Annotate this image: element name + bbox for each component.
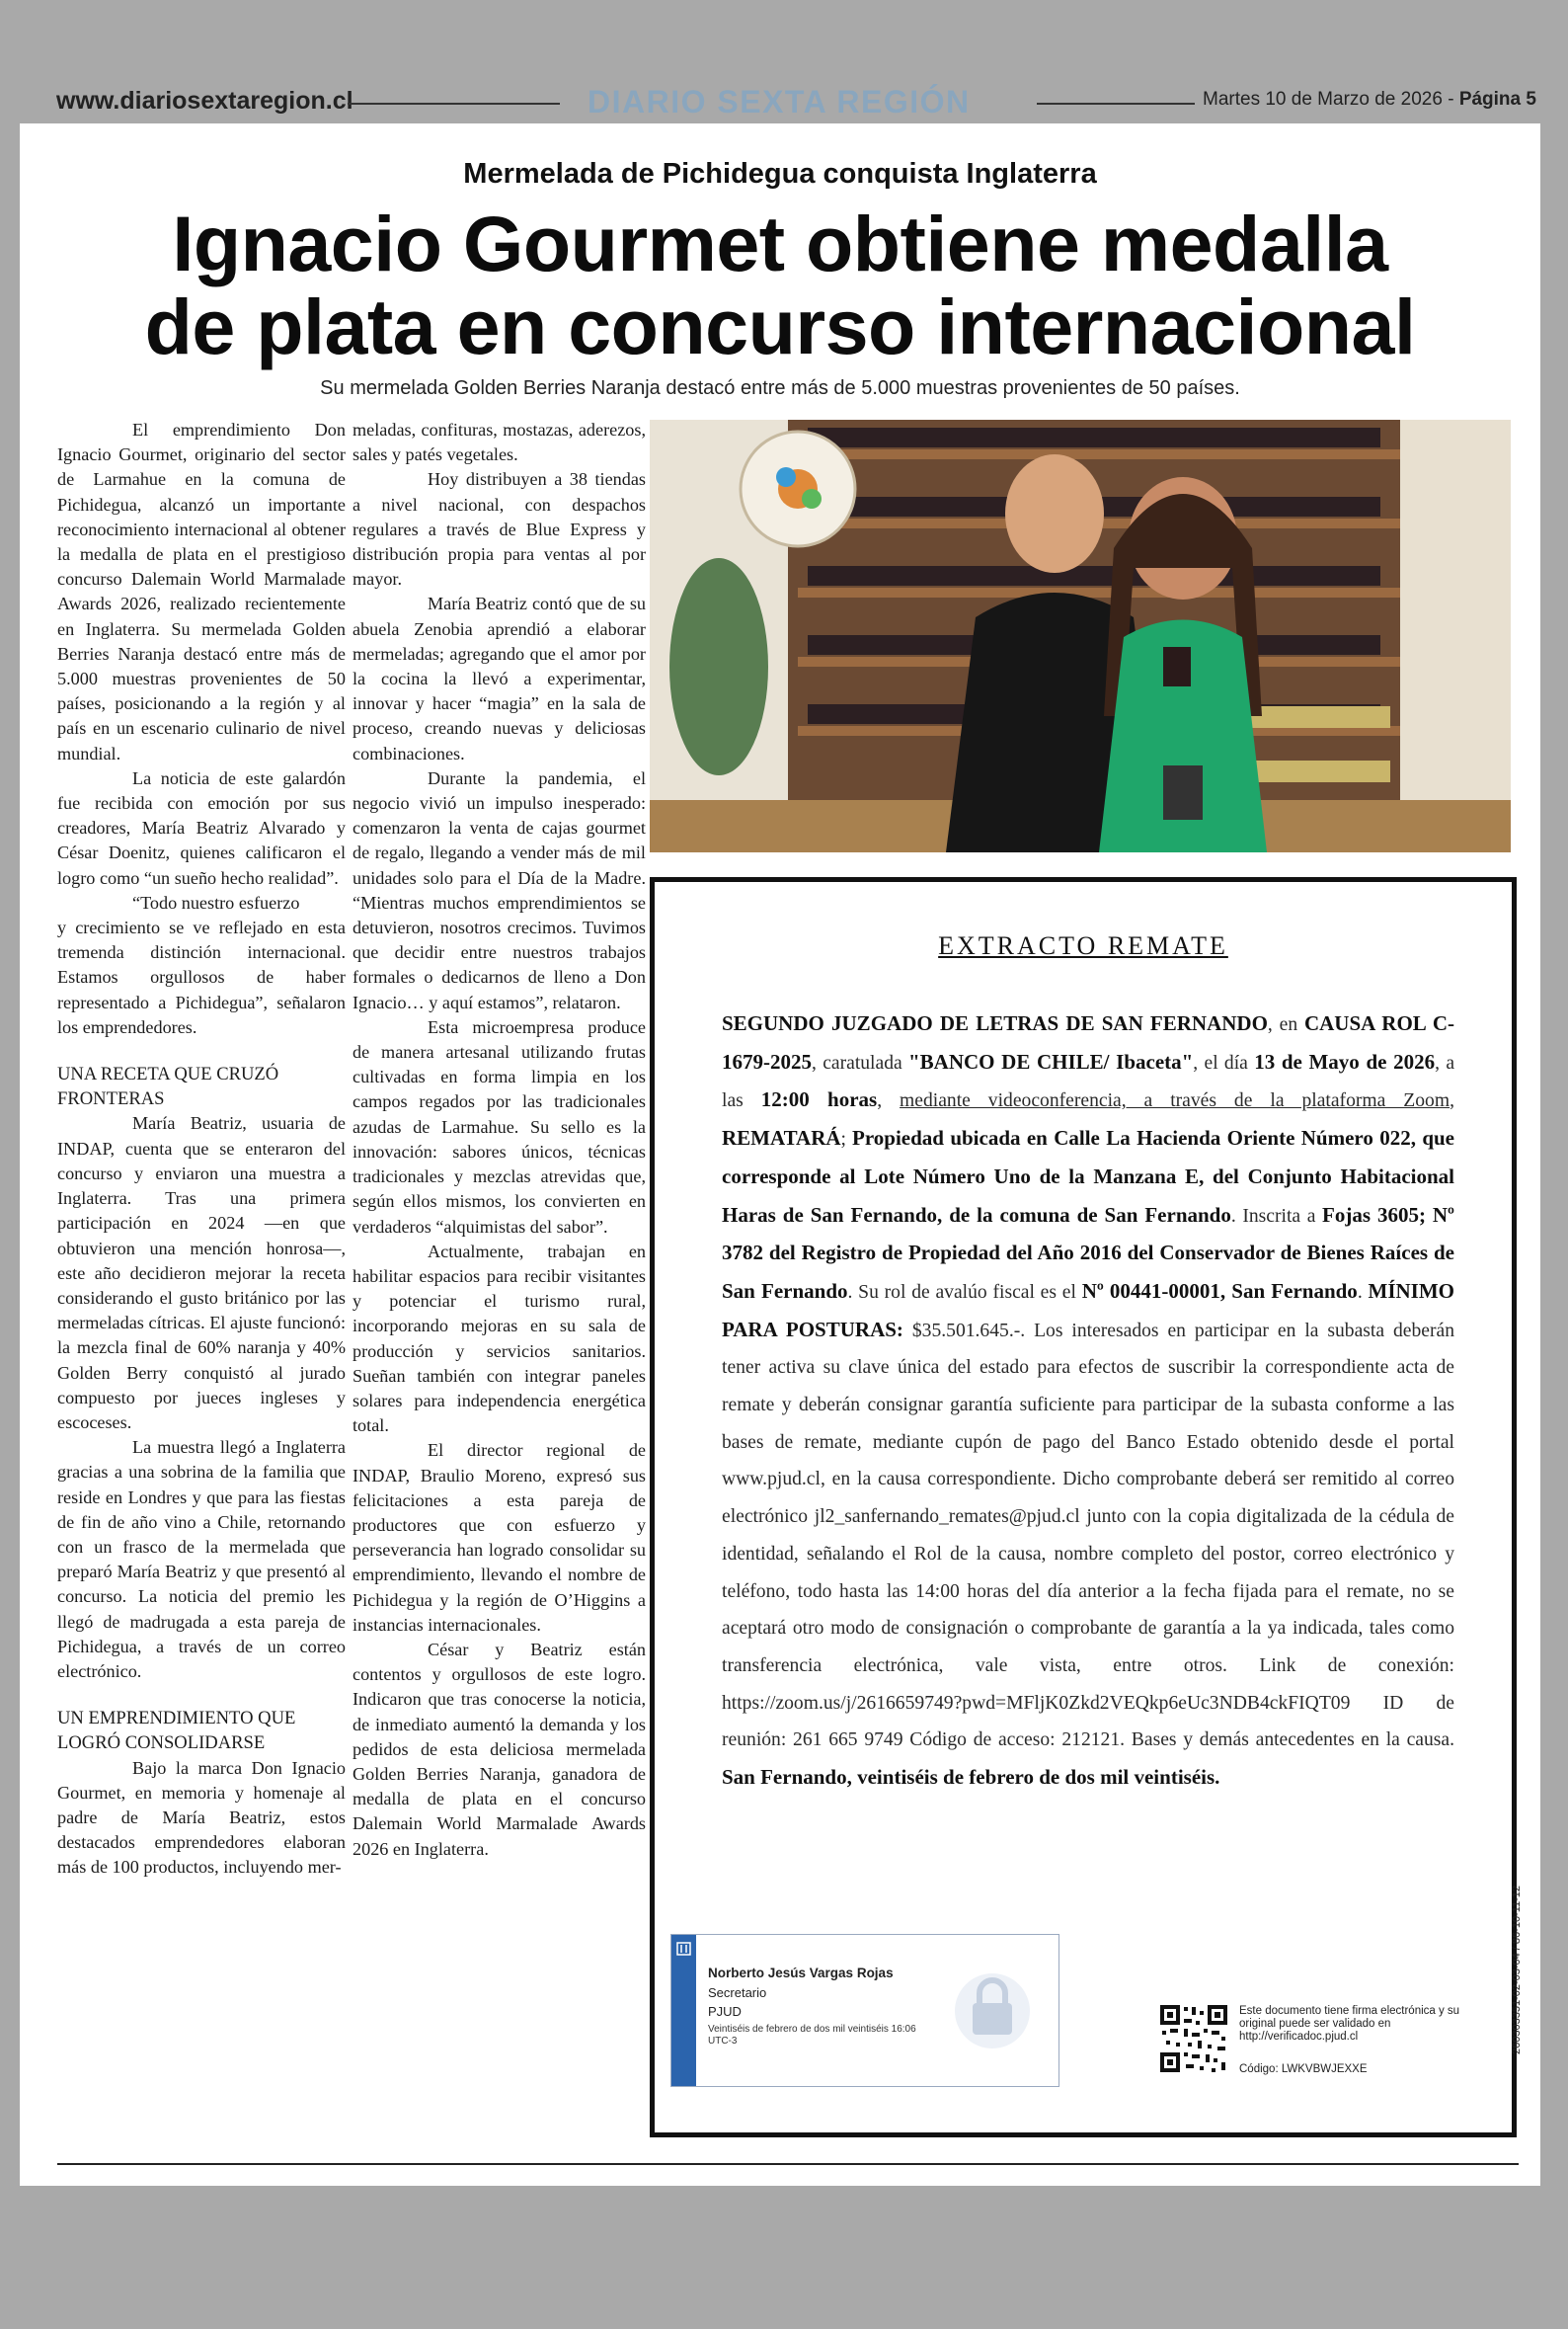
notice-body	[722, 1005, 1454, 1798]
article-column-1	[57, 418, 346, 1881]
registry-info: Fojas 3605; Nº 3782 del Registro de Propiedad del Año 2016 del Conservador de Bienes Raíces de San Fernando	[722, 1202, 1454, 1303]
page-header	[0, 79, 1568, 128]
signature-date: Veintiséis de febrero de dos mil veintiséis 16:06 UTC-3	[708, 2024, 916, 2047]
paragraph: “Todo nuestro esfuerzo	[132, 892, 300, 913]
paragraph: César y Beatriz están contentos y orgullosos de este logro. Indicaron que tras conocerse la noticia, de inmediato aumentó la demanda y los pedidos de esta deliciosa mermelada Golden Berries Naranja, ganadora de medalla de plata en el concurso Dalemain World Marmalade Awards 2026 en Inglaterra.	[353, 1639, 646, 1859]
auction-date: 13 de Mayo de 2026	[1254, 1049, 1436, 1074]
pjud-logo-bar	[671, 1935, 696, 2086]
notice-text: ,	[1450, 1090, 1454, 1112]
paragraph: María Beatriz, usuaria de INDAP, cuenta que se enteraron del concurso y enviaron una muestra a Inglaterra. Tras una primera participación en 2024 —en que obtuvieron una mención honrosa—, este año decidieron mejorar la receta considerando el gusto británico por las mermeladas cítricas. El ajuste funcionó: la mezcla final de 60% naranja y 40% Golden Berry conquistó al jurado compuesto por jueces ingleses y escoceses.	[57, 1113, 346, 1432]
document-side-code: 260303351-02-03-04 / 86-10-11-12	[1511, 1885, 1523, 2054]
paragraph: El emprendimiento Don Ignacio Gourmet, originario del sector de Larmahue en la comuna de Pichidegua, alcanzó un importante reconocimiento internacional al obtener la medalla de plata en el prestigioso concurso Dalemain World Marmalade Awards 2026, realizado recientemente en Inglaterra. Su mermelada Golden Berries Naranja destacó entre más de 5.000 muestras provenientes de 50 países, posicionando a la región y al país en un escenario culinario de nivel mundial.	[57, 420, 346, 763]
auction-action: REMATARÁ	[722, 1126, 841, 1151]
paragraph: Actualmente, trabajan en habilitar espacios para recibir visitantes y potenciar el turismo rural, incorporando mejoras en su sala de producción y servicios sanitarios. Sueñan también con integrar paneles solares para independencia energética total.	[353, 1241, 646, 1436]
bottom-rule	[57, 2163, 1519, 2165]
notice-text: , en	[1267, 1014, 1304, 1035]
auction-method: mediante videoconferencia, a través de la plataforma Zoom	[900, 1090, 1450, 1112]
page-number: Página 5	[1458, 89, 1536, 110]
article-column-2	[353, 418, 646, 1862]
signer-org: PJUD	[708, 2004, 742, 2019]
auction-notice	[650, 877, 1517, 2137]
notice-text: $35.501.645.-. Los interesados en participar en la subasta deberán tener activa su clave única del estado para efectos de suscribir la correspondiente acta de remate y deberán consignar garantía suficiente para participar de la subasta conforme a las bases de remate, mediante cupón de pago del Banco Estado obtenido desde el portal www.pjud.cl, en la causa correspondiente. Dicho comprobante deberá ser remitido al correo electrónico jl2_sanfernando_remates@pjud.cl junto con la copia digitalizada de la cédula de identidad, señalando el Rol de la causa, nombre completo del postor, correo electrónico y teléfono, todo hasta las 14:00 horas del día anterior a la fecha fijada para el remate, no se aceptará otro modo de consignación o comprobante de garantía a la ya indicada, tales como transferencia electrónica, vale vista, entre otros. Link de conexión: https://zoom.us/j/2616659749?pwd=MFljK0Zkd2VEQkp6eUc3NDB4ckFIQT09 ID de reunión: 261 665 9749 Código de acceso: 212121. Bases y demás antecedentes en la causa.	[722, 1320, 1455, 1751]
notice-title: EXTRACTO REMATE	[938, 931, 1228, 960]
newspaper-page	[20, 123, 1540, 2186]
article-photo	[650, 420, 1511, 852]
notice-text: ;	[840, 1129, 852, 1151]
paragraph: Hoy distribuyen a 38 tiendas a nivel nacional, con despachos regulares a través de Blue Express y distribución propia para ventas al por mayor.	[353, 469, 646, 590]
paragraph: Bajo la marca Don Ignacio Gourmet, en memoria y homenaje al padre de María Beatriz, estos destacados emprendedores elaboran más de 100 productos, incluyendo mer-	[57, 1757, 346, 1878]
property-description: Propiedad ubicada en Calle La Hacienda Oriente Número 022, que corresponde al Lote Número Uno de la Manzana E, del Conjunto Habitacional Haras de San Fernando, de la comuna de San Fernando	[722, 1126, 1454, 1227]
notice-closing: San Fernando, veintiséis de febrero de dos mil veintiséis.	[722, 1765, 1220, 1790]
section-subhead: UN EMPRENDIMIENTO QUE LOGRÓ CONSOLIDARSE	[57, 1708, 296, 1754]
case-number: CAUSA ROL C-1679-2025	[722, 1011, 1454, 1074]
paragraph: Esta microempresa produce de manera artesanal utilizando frutas cultivadas en forma limpia en los campos regados por las tradicionales azudas de Larmahue. Su sello es la innovación: sabores únicos, técnicas tradicionales y mezclas atrevidas que, según ellos mismos, los convierten en verdaderos “alquimistas del sabor”.	[353, 1016, 646, 1237]
paragraph: María Beatriz contó que de su abuela Zenobia aprendió a elaborar mermeladas; agregando que el amor por la cocina la llevó a experimentar, innovar y hacer “magia” en la sala de proceso, creando nuevas y deliciosas combinaciones.	[353, 594, 646, 763]
case-title: "BANCO DE CHILE/ Ibaceta"	[908, 1049, 1194, 1074]
header-rule-right	[1037, 103, 1195, 105]
notice-text: .	[1357, 1281, 1369, 1303]
signer-name: Norberto Jesús Vargas Rojas	[708, 1966, 894, 1980]
section-subhead: UNA RECETA QUE CRUZÓ FRONTERAS	[57, 1064, 279, 1110]
notice-text: . Inscrita a	[1230, 1205, 1322, 1227]
qr-code-graphic	[1158, 2003, 1229, 2074]
paragraph: y crecimiento se ve reflejado en esta tremenda distinción internacional. Estamos orgullosos de haber representado a Pichidegua”, señalaron los emprendedores.	[57, 918, 346, 1037]
pjud-emblem-icon	[671, 1935, 696, 1965]
header-rule-left	[348, 103, 560, 105]
minimum-bid-label: MÍNIMO PARA POSTURAS:	[722, 1278, 1454, 1341]
paragraph: El director regional de INDAP, Braulio Moreno, expresó sus felicitaciones a esta pareja de productores que con esfuerzo y perseverancia han logrado consolidar su emprendimiento, llevando el nombre de Pichidegua y la región de O’Higgins a instancias internacionales.	[353, 1440, 646, 1635]
photo-illustration	[650, 420, 1511, 852]
notice-text: ,	[877, 1090, 901, 1112]
headline-line-2: de plata en concurso internacional	[144, 282, 1416, 370]
notice-text: . Su rol de avalúo fiscal es el	[847, 1281, 1082, 1303]
court-name: SEGUNDO JUZGADO DE LETRAS DE SAN FERNANDO	[722, 1011, 1268, 1035]
newspaper-brand: DIARIO SEXTA REGIÓN	[588, 84, 971, 120]
electronic-signature-box	[670, 1934, 1059, 2087]
issue-date	[1203, 89, 1536, 111]
paragraph: La noticia de este galardón fue recibida con emoción por sus creadores, María Beatriz Alvarado y César Doenitz, quienes calificaron el logro como “un sueño hecho realidad”.	[57, 767, 346, 888]
notice-text: , el día	[1193, 1052, 1255, 1074]
article-deck: Su mermelada Golden Berries Naranja destacó entre más de 5.000 muestras provenientes de 50 países.	[320, 377, 1240, 399]
article-headline	[20, 202, 1540, 368]
tax-roll: Nº 00441-00001, San Fernando	[1081, 1278, 1358, 1303]
notice-text: , caratulada	[812, 1052, 908, 1074]
qr-code-icon[interactable]	[1158, 2003, 1229, 2074]
auction-time: 12:00 horas	[760, 1087, 878, 1112]
paragraph: meladas, confituras, mostazas, aderezos, sales y patés vegetales.	[353, 420, 646, 465]
signer-role: Secretario	[708, 1985, 767, 2000]
paragraph: La muestra llegó a Inglaterra gracias a una sobrina de la familia que reside en Londres y que para las fiestas de fin de año vino a Chile, retornando con un frasco de la mermelada que preparó María Beatriz y que presentó al concurso. La noticia del premio les llegó de madrugada a esta pareja de Pichidegua, a través de un correo electrónico.	[57, 1437, 346, 1681]
issue-date-text: Martes 10 de Marzo de 2026 -	[1203, 89, 1459, 110]
paragraph: Durante la pandemia, el negocio vivió un impulso inesperado: comenzaron la venta de cajas gourmet de regalo, llegando a vender más de mil unidades solo para el Día de la Madre. “Mientras muchos emprendimientos se detuvieron, nosotros crecimos. Tuvimos que decidir entre nuestros trabajos formales o dedicarnos de lleno a Don Ignacio… y aquí estamos”, relataron.	[353, 767, 646, 1012]
notice-text: , a las	[722, 1052, 1455, 1112]
verification-code: Código: LWKVBWJEXXE	[1239, 2063, 1368, 2075]
verification-text: Este documento tiene firma electrónica y su original puede ser validado en http://verificadoc.pjud.cl	[1239, 2005, 1460, 2043]
site-url[interactable]: www.diariosextaregion.cl	[56, 87, 353, 115]
article-kicker: Mermelada de Pichidegua conquista Inglaterra	[463, 158, 1097, 190]
headline-line-1: Ignacio Gourmet obtiene medalla	[172, 200, 1388, 287]
lock-icon	[953, 1960, 1032, 2053]
